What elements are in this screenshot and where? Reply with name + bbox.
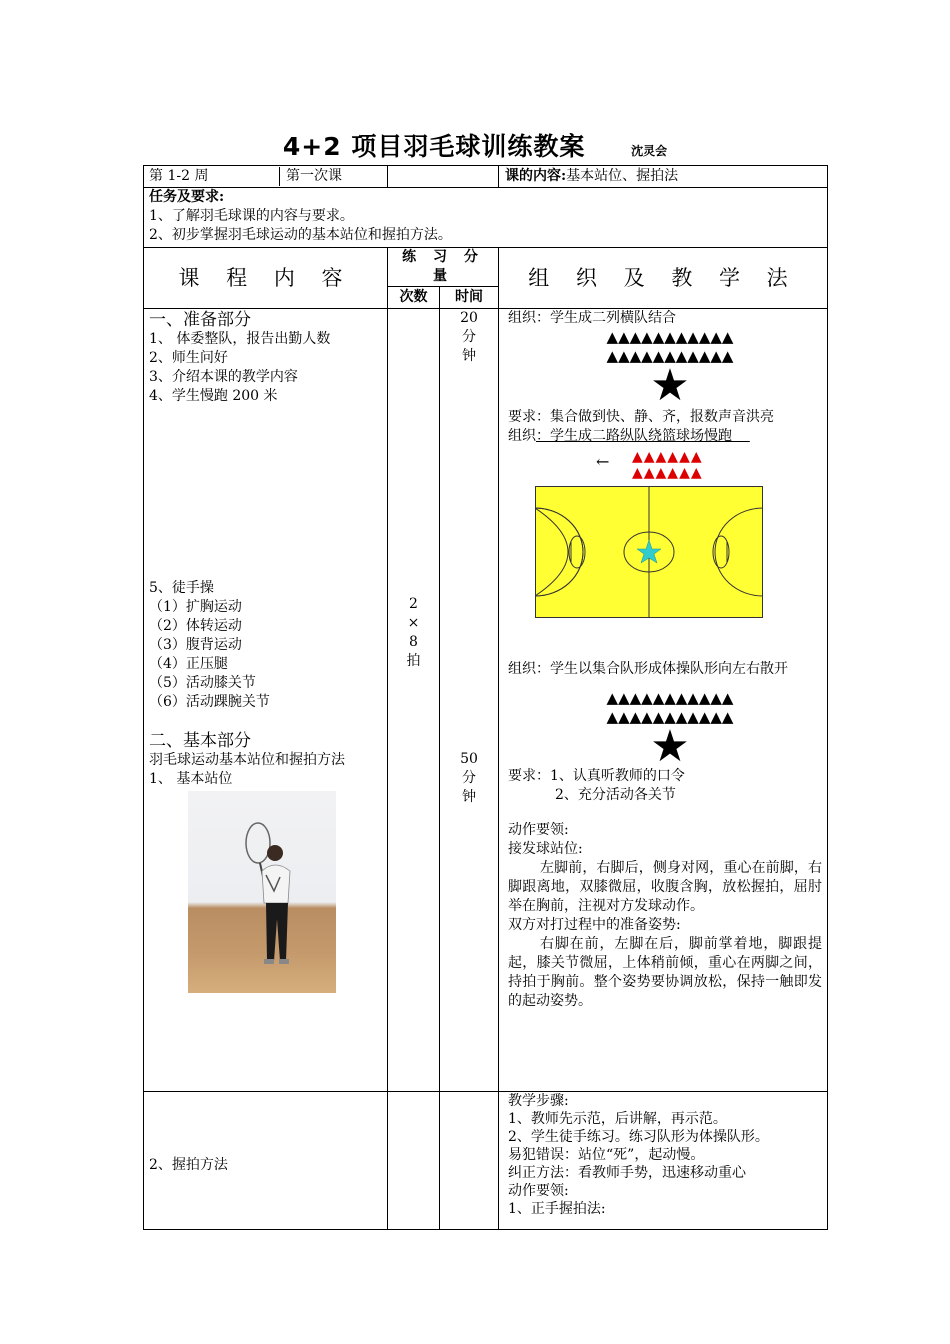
grip-time-cell [440, 1092, 499, 1230]
title-text: 4+2 项目羽毛球训练教案 [282, 132, 586, 161]
week-cell [144, 166, 388, 188]
course-header: 课 程 内 容 [144, 248, 388, 309]
requirement-2: 要求：1、认真听教师的口令 [508, 768, 685, 784]
exercise-item-5: （5）活动膝关节 [149, 675, 256, 691]
tasks-label: 任务及要求: [149, 189, 225, 205]
tasks-cell [144, 188, 828, 248]
grip-reps-cell [388, 1092, 440, 1230]
triangle-row-1: ▲▲▲▲▲▲▲▲▲▲▲ [606, 328, 734, 346]
content-label: 课的内容: [505, 168, 567, 184]
page-title [0, 127, 950, 163]
grip-method-cell [499, 1092, 828, 1230]
direction-arrow-icon: ← [596, 452, 610, 471]
red-triangle-row-1: ▲▲▲▲▲▲ [632, 449, 703, 465]
part2-title: 二、基本部分 [149, 731, 251, 751]
teacher-star-icon: ★ [650, 360, 690, 411]
exercise-item-3: （3）腹背运动 [149, 637, 242, 653]
blank-cell [388, 166, 499, 188]
teacher-star-icon-2: ★ [650, 721, 690, 772]
author: 沈灵会 [631, 144, 668, 158]
part1-item-1: 1、 体委整队，报告出勤人数 [149, 331, 331, 347]
grip-content-cell [144, 1092, 388, 1230]
ready-title: 双方对打过程中的准备姿势: [508, 917, 681, 933]
shirt [262, 865, 290, 903]
grip-title: 2、握拍方法 [149, 1157, 228, 1173]
stance-title: 1、 基本站位 [149, 771, 233, 787]
part1-item-3: 3、介绍本课的教学内容 [149, 369, 298, 385]
part2-desc: 羽毛球运动基本站位和握拍方法 [149, 752, 345, 768]
org-2 [508, 427, 822, 446]
triangle-row-3: ▲▲▲▲▲▲▲▲▲▲▲ [606, 689, 734, 707]
basketball-court [535, 486, 763, 618]
grip-row [144, 1092, 828, 1230]
common-errors: 易犯错误：站位“死”，起动慢。 [508, 1147, 705, 1163]
reps-cell [388, 309, 440, 1092]
step-1: 1、教师先示范，后讲解，再示范。 [508, 1111, 727, 1127]
method-cell [499, 309, 828, 1092]
times-header: 次数 [388, 287, 440, 309]
org-2-rest: ：学生成二路纵队绕篮球场慢跑 [536, 428, 732, 444]
reps-1: 2 [409, 596, 418, 612]
task-item-2: 2、初步掌握羽毛球运动的基本站位和握拍方法。 [149, 227, 452, 243]
ready-text: 右脚在前，左脚在后，脚前掌着地，脚跟提起，膝关节微屈，上体稍前倾，重心在两脚之间，持拍于胸前。整个姿势要协调放松，保持一触即发的起动姿势。 [508, 936, 822, 1009]
header-row [144, 248, 828, 287]
exercise-item-2: （2）体转运动 [149, 618, 242, 634]
player-figure [188, 791, 336, 993]
action-title-2: 动作要领: [508, 1183, 569, 1199]
jog-formation [508, 450, 822, 484]
main-row [144, 309, 828, 1092]
part1-item-4: 4、学生慢跑 200 米 [149, 388, 278, 404]
red-triangle-row-2: ▲▲▲▲▲▲ [632, 465, 703, 481]
triangle-row-2: ▲▲▲▲▲▲▲▲▲▲▲ [606, 347, 734, 365]
info-row [144, 166, 828, 188]
exercise-item-6: （6）活动踝腕关节 [149, 694, 270, 710]
serve-text: 左脚前，右脚后，侧身对网，重心在前脚，右脚跟离地，双膝微屈，收腹含胸，放松握拍，屈肘举在胸前，注视对方发球动作。 [508, 860, 822, 914]
exercise-title: 5、徒手操 [149, 580, 214, 596]
exercise-item-4: （4）正压腿 [149, 656, 228, 672]
action-title: 动作要领: [508, 822, 569, 838]
duration-2b: 分 [462, 770, 476, 786]
part1-title: 一、准备部分 [149, 310, 251, 330]
method-header: 组 织 及 教 学 法 [499, 248, 828, 309]
requirement-1: 要求：集合做到快、静、齐，报数声音洪亮 [508, 409, 774, 425]
duration-1c: 钟 [462, 348, 476, 364]
org-1: 组织：学生成二列横队结合 [508, 310, 676, 326]
duration-2a: 50 [460, 751, 478, 767]
task-item-1: 1、了解羽毛球课的内容与要求。 [149, 208, 354, 224]
content-cell [499, 166, 828, 188]
tasks-row [144, 188, 828, 248]
reps-2: × [407, 615, 420, 631]
racket-head [246, 823, 270, 863]
reps-3: 8 [409, 634, 418, 650]
step-2: 2、学生徒手练习。练习队形为体操队形。 [508, 1129, 769, 1145]
part1-item-2: 2、师生问好 [149, 350, 228, 366]
org-2-prefix: 组织 [508, 428, 536, 444]
stance-photo [188, 791, 336, 993]
duration-2c: 钟 [462, 789, 476, 805]
steps-title: 教学步骤: [508, 1093, 569, 1109]
triangle-row-4: ▲▲▲▲▲▲▲▲▲▲▲ [606, 708, 734, 726]
reps-4: 拍 [406, 653, 421, 669]
head [267, 845, 283, 861]
practice-header: 练 习 分 量 [388, 248, 499, 287]
duration-1a: 20 [460, 310, 478, 326]
org-3: 组织：学生以集合队形成体操队形向左右散开 [508, 661, 788, 677]
forehand-grip: 1、正手握拍法: [508, 1201, 606, 1217]
serve-title: 接发球站位: [508, 841, 583, 857]
exercise-item-1: （1）扩胸运动 [149, 599, 242, 615]
lesson-number: 第一次课 [279, 167, 382, 186]
time-cell [440, 309, 499, 1092]
requirement-2b: 2、充分活动各关节 [555, 787, 676, 803]
week: 第 1-2 周 [149, 168, 209, 184]
content-value: 基本站位、握拍法 [566, 168, 679, 184]
course-content-cell [144, 309, 388, 1092]
duration-1b: 分 [462, 329, 476, 345]
correction: 纠正方法：看教师手势，迅速移动重心 [508, 1165, 746, 1181]
duration-header: 时间 [440, 287, 499, 309]
trousers [266, 903, 288, 961]
lesson-plan-table [143, 165, 828, 1230]
